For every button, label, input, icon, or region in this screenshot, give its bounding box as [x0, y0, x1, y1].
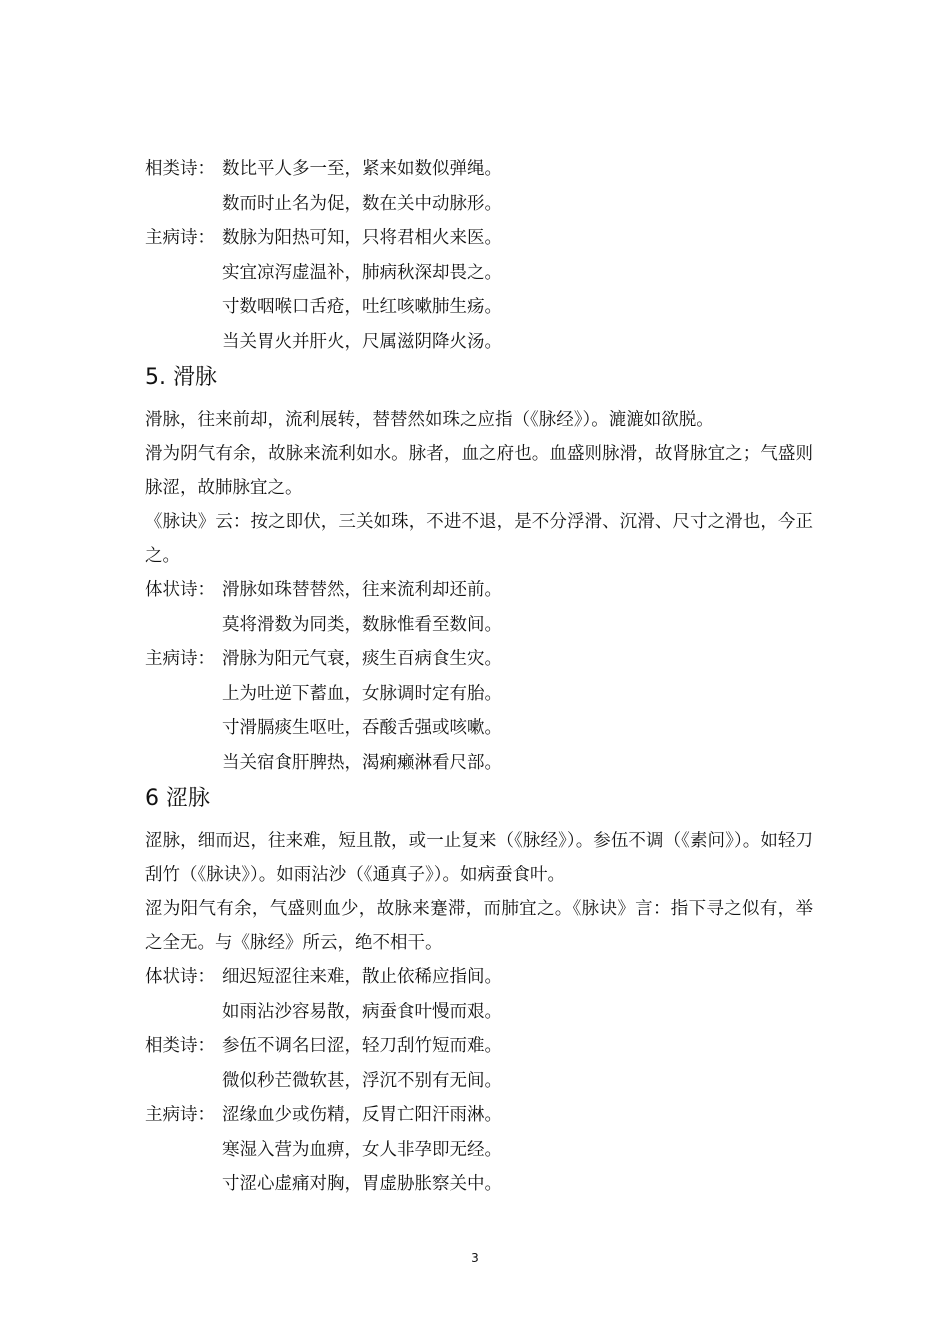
verse-text: 细迟短涩往来难，散止依稀应指间。 [222, 967, 502, 987]
paragraph: 涩脉，细而迟，往来难，短且散，或一止复来（《脉经》）。参伍不调（《素问》）。如轻刀刮竹（《脉诀》）。如雨沾沙（《通真子》）。如病蚕食叶。 [145, 831, 813, 885]
verse-label [145, 325, 222, 360]
verse-label: 主病诗： [145, 649, 215, 669]
verse-line [145, 1029, 813, 1064]
verse-line [145, 256, 813, 291]
verse-line [145, 573, 813, 608]
verse-label [145, 608, 222, 643]
verse-line [145, 1167, 813, 1202]
verse-text: 当关宿食肝脾热，渴痢癞淋看尺部。 [222, 752, 502, 773]
paragraph: 《脉诀》云：按之即伏，三关如珠，不进不退，是不分浮滑、沉滑、尺寸之滑也，今正之。 [145, 512, 813, 566]
paragraph: 滑为阴气有余，故脉来流利如水。脉者，血之府也。血盛则脉滑，故肾脉宜之；气盛则脉涩，故肺脉宜之。 [145, 444, 813, 498]
page-content [145, 152, 813, 1202]
verse-text: 寸滑膈痰生呕吐，吞酸舌强或咳嗽。 [222, 718, 502, 738]
verse-text: 滑脉如珠替替然，往来流利却还前。 [222, 580, 502, 600]
verse-text: 莫将滑数为同类，数脉惟看至数间。 [222, 614, 502, 635]
verse-text: 寸涩心虚痛对胸，胃虚胁胀察关中。 [222, 1174, 502, 1194]
verse-text: 当关胃火并肝火，尺属滋阴降火汤。 [222, 331, 502, 352]
verse-line [145, 608, 813, 643]
verse-text: 实宜凉泻虚温补，肺病秋深却畏之。 [222, 262, 502, 283]
verse-text: 微似秒芒微软甚，浮沉不别有无间。 [222, 1070, 502, 1091]
verse-line [145, 187, 813, 222]
verse-label [145, 187, 222, 222]
verse-line [145, 1064, 813, 1099]
verse-block-se [145, 960, 813, 1202]
verse-text: 涩缘血少或伤精，反胃亡阳汗雨淋。 [222, 1105, 502, 1125]
verse-line [145, 152, 813, 187]
verse-text: 数而时止名为促，数在关中动脉形。 [222, 193, 502, 214]
verse-label [145, 746, 222, 781]
verse-text: 上为吐逆下蓄血，女脉调时定有胎。 [222, 683, 502, 704]
page-number: 3 [471, 1251, 479, 1265]
verse-text: 寒湿入营为血痹，女人非孕即无经。 [222, 1139, 502, 1160]
verse-block-shu [145, 152, 813, 359]
verse-label [145, 1167, 222, 1202]
verse-label [145, 995, 222, 1030]
verse-label: 相类诗： [145, 1036, 215, 1056]
paragraph: 滑脉，往来前却，流利展转，替替然如珠之应指（《脉经》）。漉漉如欲脱。 [145, 410, 714, 430]
verse-text: 如雨沾沙容易散，病蚕食叶慢而艰。 [222, 1001, 502, 1022]
verse-line [145, 642, 813, 677]
verse-line [145, 1098, 813, 1133]
verse-text: 数比平人多一至，紧来如数似弹绳。 [222, 159, 502, 179]
verse-line [145, 960, 813, 995]
section-heading-hua: 5. 滑脉 [145, 365, 217, 390]
verse-line [145, 746, 813, 781]
verse-label [145, 256, 222, 291]
verse-line [145, 325, 813, 360]
verse-text: 滑脉为阳元气衰，痰生百病食生灾。 [222, 649, 502, 669]
verse-label [145, 677, 222, 712]
verse-label: 相类诗： [145, 159, 215, 179]
verse-label: 体状诗： [145, 580, 215, 600]
verse-label: 主病诗： [145, 1105, 215, 1125]
verse-line [145, 995, 813, 1030]
section-heading-se: 6 涩脉 [145, 786, 210, 811]
verse-line [145, 677, 813, 712]
verse-label [145, 1133, 222, 1168]
verse-line [145, 711, 813, 746]
verse-text: 数脉为阳热可知，只将君相火来医。 [222, 228, 502, 248]
verse-label [145, 290, 222, 325]
verse-text: 参伍不调名曰涩，轻刀刮竹短而难。 [222, 1036, 502, 1056]
verse-line [145, 1133, 813, 1168]
verse-block-hua [145, 573, 813, 780]
verse-label: 主病诗： [145, 228, 215, 248]
verse-label [145, 711, 222, 746]
verse-label [145, 1064, 222, 1099]
verse-line [145, 290, 813, 325]
paragraph: 涩为阳气有余，气盛则血少，故脉来蹇滞，而肺宜之。《脉诀》言：指下寻之似有，举之全无。与《脉经》所云，绝不相干。 [145, 899, 813, 953]
verse-line [145, 221, 813, 256]
verse-text: 寸数咽喉口舌疮，吐红咳嗽肺生疡。 [222, 297, 502, 317]
verse-label: 体状诗： [145, 967, 215, 987]
